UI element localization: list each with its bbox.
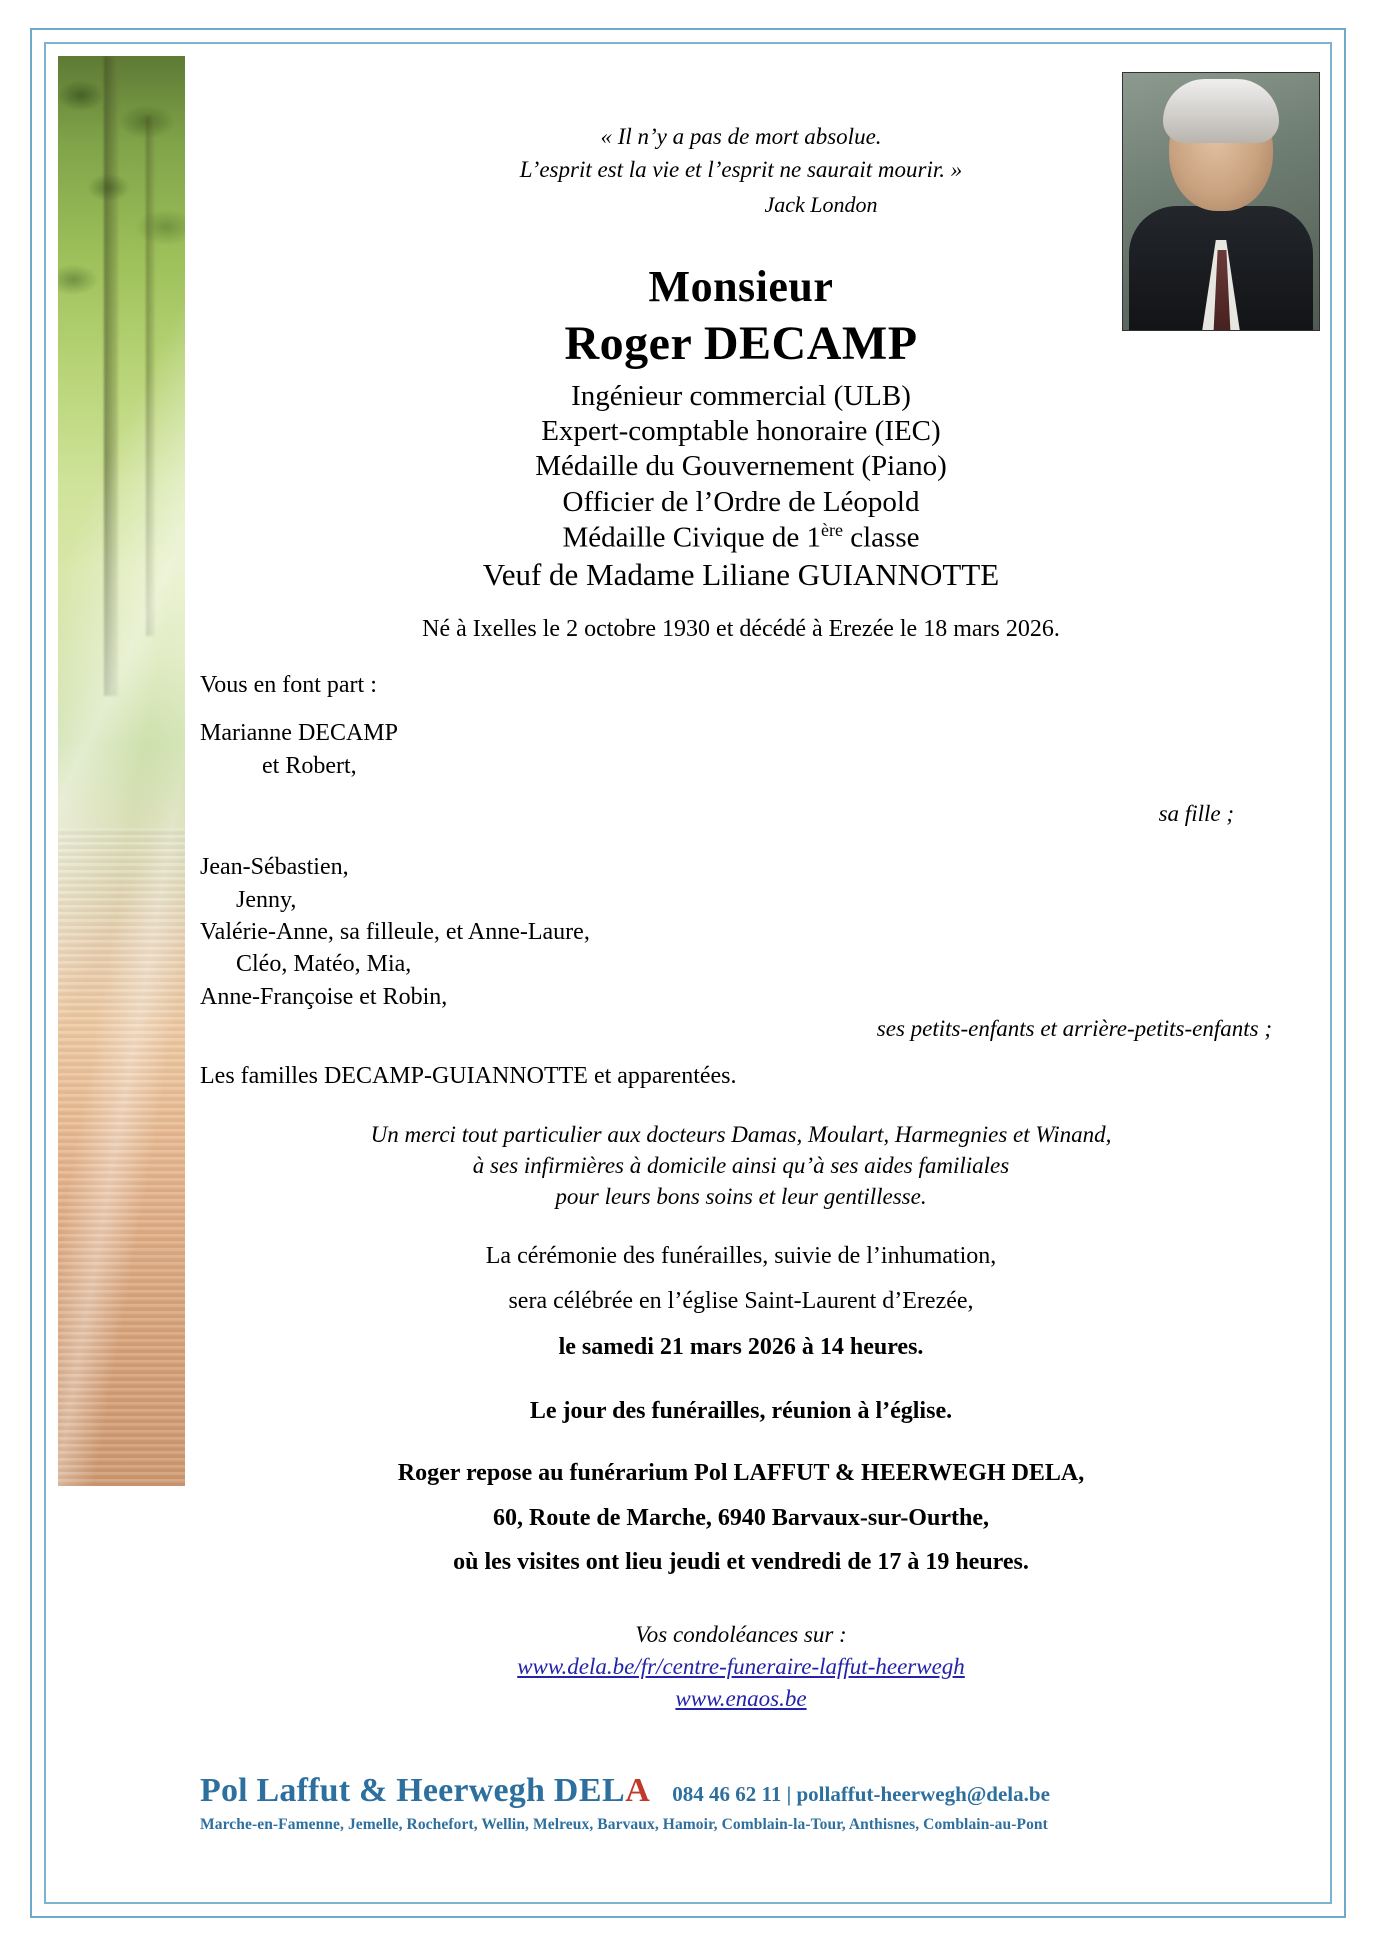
ceremony-line-1: La cérémonie des funérailles, suivie de l’inhumation, — [485, 1242, 997, 1269]
announcement-intro: Vous en font part : — [200, 671, 377, 698]
grandchild-line-4: Cléo, Matéo, Mia, — [236, 951, 412, 978]
quotation — [200, 120, 1282, 221]
company-logo — [200, 1772, 650, 1810]
family-line-1: Marianne DECAMP — [200, 720, 398, 747]
title-line-1: Ingénieur commercial (ULB) — [571, 379, 911, 412]
dela-del: DEL — [553, 1772, 626, 1809]
spacer — [200, 782, 1282, 798]
funerarium-line-3: où les visites ont lieu jeudi et vendredi de 17 à 19 heures. — [453, 1549, 1029, 1576]
family-line-2: et Robert, — [262, 752, 357, 779]
medal-suffix: classe — [843, 521, 920, 554]
grandchild-line-5: Anne-Françoise et Robin, — [200, 983, 448, 1010]
quote-author: Jack London — [764, 191, 878, 217]
title-line-5 — [200, 520, 1282, 556]
dela-logo — [554, 1772, 650, 1809]
spacer — [200, 829, 1282, 851]
reunion-line: Le jour des funérailles, réunion à l’église. — [529, 1398, 953, 1425]
spacer — [200, 1044, 1282, 1060]
grandchild-line-2: Jenny, — [236, 886, 297, 913]
medal-prefix: Médaille Civique de 1 — [562, 521, 822, 554]
honorific: Monsieur — [648, 261, 834, 311]
birth-death-line: Né à Ixelles le 2 octobre 1930 et décédé à Erezée le 18 mars 2026. — [422, 615, 1060, 642]
spacer — [200, 701, 1282, 717]
quote-line-1: « Il n’y a pas de mort absolue. — [600, 124, 882, 149]
condolences-link-enaos[interactable]: www.enaos.be — [675, 1686, 807, 1711]
role-grandchildren: ses petits-enfants et arrière-petits-enfants ; — [876, 1016, 1272, 1042]
decorative-forest-image — [58, 56, 185, 1486]
role-daughter: sa fille ; — [1158, 801, 1234, 827]
condolences-link-dela[interactable]: www.dela.be/fr/centre-funeraire-laffut-heerwegh — [517, 1653, 965, 1679]
quote-line-2: L’esprit est la vie et l’esprit ne saurait mourir. » — [519, 157, 963, 183]
company-name: Pol Laffut & Heerwegh — [200, 1772, 554, 1809]
ceremony-datetime: le samedi 21 mars 2026 à 14 heures. — [558, 1333, 924, 1360]
condolences-label: Vos condoléances sur : — [635, 1621, 847, 1647]
thanks-line-2: à ses infirmières à domicile ainsi qu’à ses aides familiales — [472, 1152, 1010, 1178]
ceremony-block — [200, 1234, 1282, 1371]
footer-cities: Marche-en-Famenne, Jemelle, Rochefort, Wellin, Melreux, Barvaux, Hamoir, Comblain-la-Tour, Anthisnes, Comblain-au-Pont — [200, 1816, 1048, 1833]
grandchild-line-3: Valérie-Anne, sa filleule, et Anne-Laure, — [200, 918, 590, 945]
medal-ordinal-suffix: ère — [821, 520, 843, 541]
announcement-block — [200, 669, 1282, 1093]
content-column — [200, 120, 1282, 1715]
footer-top-line — [200, 1772, 1282, 1810]
footer-contact: 084 46 62 11 | pollaffut-heerwegh@dela.be — [672, 1782, 1050, 1806]
thanks-line-1: Un merci tout particulier aux docteurs Damas, Moulart, Harmegnies et Winand, — [370, 1121, 1112, 1147]
families-line: Les familles DECAMP-GUIANNOTTE et apparentées. — [200, 1063, 737, 1090]
funerarium-line-2: 60, Route de Marche, 6940 Barvaux-sur-Ourthe, — [493, 1504, 989, 1531]
grandchild-line-1: Jean-Sébastien, — [200, 854, 349, 881]
title-line-4: Officier de l’Ordre de Léopold — [562, 485, 920, 518]
title-line-3: Médaille du Gouvernement (Piano) — [535, 450, 947, 483]
condolences-block — [200, 1619, 1282, 1716]
water-reflection — [58, 828, 185, 1486]
thanks-line-3: pour leurs bons soins et leur gentillesse. — [555, 1183, 927, 1209]
footer — [200, 1772, 1282, 1834]
thanks-block — [200, 1119, 1282, 1212]
deceased-name: Roger DECAMP — [564, 316, 918, 370]
ceremony-line-2: sera célébrée en l’église Saint-Laurent d’Erezée, — [508, 1288, 974, 1315]
funerarium-line-1: Roger repose au funérarium Pol LAFFUT & HEERWEGH DELA, — [397, 1460, 1085, 1487]
widower-line: Veuf de Madame Liliane GUIANNOTTE — [482, 557, 1000, 593]
funerarium-block — [200, 1451, 1282, 1584]
dela-a: A — [625, 1772, 651, 1809]
title-line-2: Expert-comptable honoraire (IEC) — [541, 414, 941, 447]
titles-block — [200, 379, 1282, 594]
